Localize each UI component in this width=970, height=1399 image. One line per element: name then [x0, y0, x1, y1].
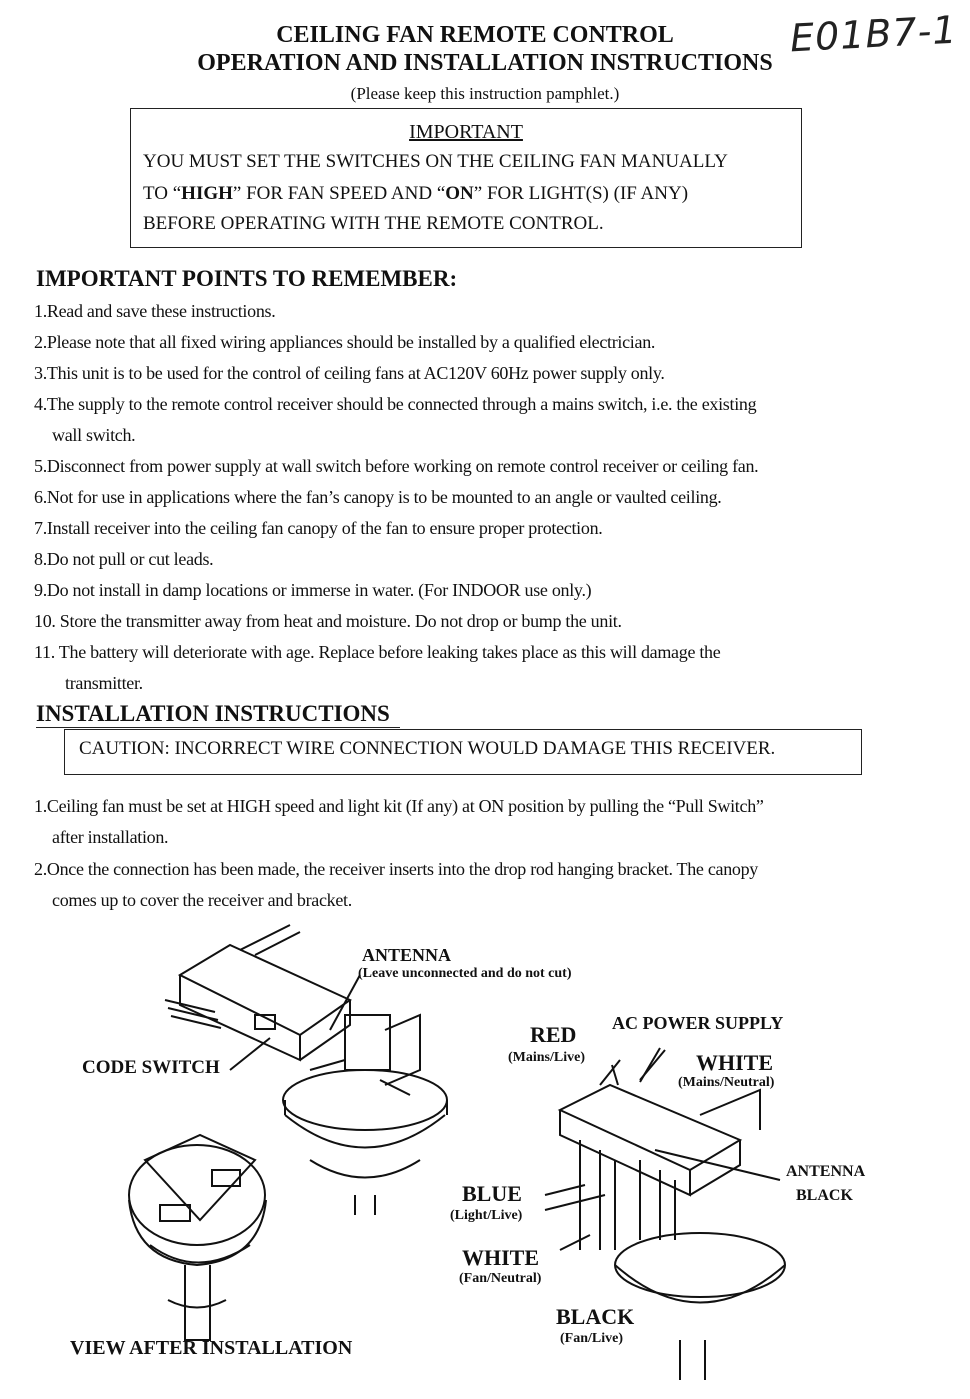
label-antenna-right: ANTENNA: [786, 1163, 866, 1180]
important-line-2: TO “HIGH” FOR FAN SPEED AND “ON” FOR LIGHT(S) (IF ANY): [143, 183, 689, 204]
document-id: E01B7-1: [788, 7, 959, 61]
label-black-note: (Fan/Live): [560, 1331, 623, 1346]
label-ac-power-supply: AC POWER SUPPLY: [612, 1013, 784, 1033]
point-11: 11. The battery will deteriorate with age. Replace before leaking takes place as this will damage the: [34, 642, 721, 662]
step-1-cont: after installation.: [52, 827, 169, 847]
caution-box: [64, 729, 862, 775]
important-line-1: YOU MUST SET THE SWITCHES ON THE CEILING FAN MANUALLY: [143, 151, 728, 172]
important-heading: IMPORTANT: [409, 121, 523, 143]
label-red-note: (Mains/Live): [508, 1050, 585, 1065]
important-box: [130, 108, 802, 248]
receiver-module-top-icon: [165, 925, 350, 1060]
label-white-top-note: (Mains/Neutral): [678, 1075, 775, 1090]
important-line-3: BEFORE OPERATING WITH THE REMOTE CONTROL.: [143, 213, 604, 234]
point-4-cont: wall switch.: [52, 425, 136, 445]
point-4: 4.The supply to the remote control receiver should be connected through a mains switch, i.e. the existing: [34, 394, 757, 414]
installation-heading: INSTALLATION INSTRUCTIONS: [36, 701, 400, 728]
point-11-cont: transmitter.: [65, 673, 143, 693]
label-view-after-installation: VIEW AFTER INSTALLATION: [70, 1337, 353, 1359]
title-note: (Please keep this instruction pamphlet.): [350, 84, 620, 103]
label-antenna-top: ANTENNA: [362, 945, 452, 965]
point-6: 6.Not for use in applications where the fan’s canopy is to be mounted to an angle or vaulted ceiling.: [34, 487, 722, 507]
canopy-top-icon: [283, 1015, 447, 1215]
view-after-installation-icon: [129, 1135, 266, 1340]
title-line-2: OPERATION AND INSTALLATION INSTRUCTIONS: [197, 50, 773, 76]
caution-text: CAUTION: INCORRECT WIRE CONNECTION WOULD DAMAGE THIS RECEIVER.: [79, 738, 776, 759]
label-antenna-top-note: (Leave unconnected and do not cut): [358, 966, 572, 981]
step-2-cont: comes up to cover the receiver and bracket.: [52, 890, 352, 910]
label-blue-note: (Light/Live): [450, 1208, 523, 1223]
leader-code-switch: [230, 1038, 270, 1070]
point-8: 8.Do not pull or cut leads.: [34, 549, 214, 569]
step-1: 1.Ceiling fan must be set at HIGH speed and light kit (If any) at ON position by pulling the “Pull Switch”: [34, 796, 764, 816]
points-heading: IMPORTANT POINTS TO REMEMBER:: [36, 266, 458, 291]
title-line-1: CEILING FAN REMOTE CONTROL: [276, 22, 674, 48]
label-white-bottom: WHITE: [462, 1245, 540, 1270]
label-blue: BLUE: [462, 1181, 522, 1206]
point-9: 9.Do not install in damp locations or immerse in water. (For INDOOR use only.): [34, 580, 592, 600]
label-white-bottom-note: (Fan/Neutral): [459, 1271, 542, 1286]
leader-ac-power: [612, 1048, 660, 1085]
label-antenna-right-color: BLACK: [796, 1187, 853, 1204]
label-red: RED: [530, 1022, 577, 1047]
step-2: 2.Once the connection has been made, the receiver inserts into the drop rod hanging bracket. The canopy: [34, 859, 758, 879]
point-5: 5.Disconnect from power supply at wall switch before working on remote control receiver or ceiling fan.: [34, 456, 759, 476]
point-7: 7.Install receiver into the ceiling fan canopy of the fan to ensure proper protection.: [34, 518, 603, 538]
label-white-top: WHITE: [696, 1050, 774, 1075]
point-1: 1.Read and save these instructions.: [34, 301, 276, 321]
point-3: 3.This unit is to be used for the control of ceiling fans at AC120V 60Hz power supply only.: [34, 363, 665, 383]
label-black: BLACK: [556, 1304, 635, 1329]
point-10: 10. Store the transmitter away from heat and moisture. Do not drop or bump the unit.: [34, 611, 622, 631]
point-2: 2.Please note that all fixed wiring appliances should be installed by a qualified electrician.: [34, 332, 656, 352]
installation-diagram: [0, 920, 970, 1399]
label-code-switch: CODE SWITCH: [82, 1057, 220, 1078]
